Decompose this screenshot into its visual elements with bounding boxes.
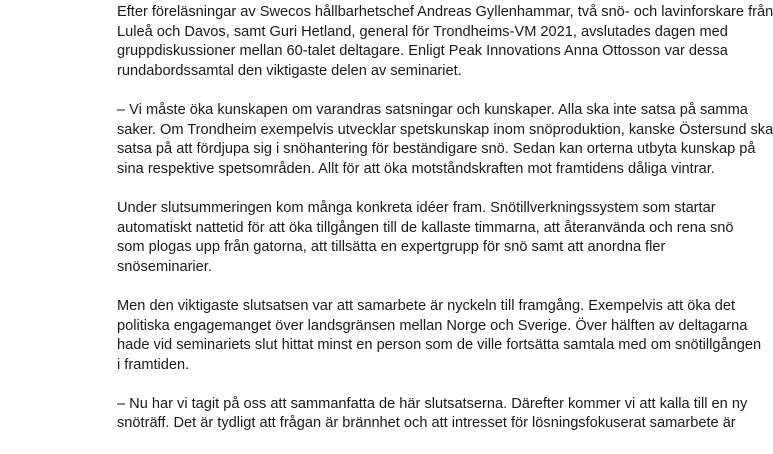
article-body (117, 3, 773, 454)
text-line: politiska engagemanget över landsgränsen mellan Norge och Sverige. Över hälften av deltagarna (117, 317, 748, 334)
text-line: saker. Om Trondheim exempelvis utvecklar spetskunskap inom snöproduktion, kanske Östersund ska (117, 121, 773, 138)
paragraph-intro (117, 3, 773, 81)
text-line: hade vid seminariets slut hittat minst en person som de ville fortsätta samtala med om snötillgången (117, 337, 762, 354)
paragraph-conclusion (117, 297, 762, 375)
text-line: sina respektive spetsområden. Allt för att öka motståndskraften mot framtidens dåliga vintrar. (117, 160, 715, 177)
paragraph-quote-summary (117, 395, 748, 434)
text-line: i framtiden. (117, 356, 190, 373)
text-line: som plogas upp från gatorna, att tillsätta en expertgrupp för snö samt att anordna fler (117, 239, 666, 256)
text-line: – Vi måste öka kunskapen om varandras satsningar och kunskaper. Alla ska inte satsa på samma (117, 101, 748, 118)
text-line: – Nu har vi tagit på oss att sammanfatta de här slutsatserna. Därefter kommer vi att kalla till en ny (117, 395, 748, 412)
text-line: satsa på att fördjupa sig i snöhantering för beständigare snö. Sedan kan orterna utbyta kunskap på (117, 141, 756, 158)
text-line: Efter föreläsningar av Swecos hållbarhetschef Andreas Gyllenhammar, två snö- och lavinforskare från (117, 4, 773, 20)
text-line: Under slutsummeringen kom många konkreta idéer fram. Snötillverkningssystem som startar (117, 199, 716, 216)
text-line: snöseminarier. (117, 258, 212, 275)
text-line: automatiskt nattetid för att öka tillgången till de kallaste timmarna, att återanvända och rena snö (117, 219, 734, 236)
text-line: Men den viktigaste slutsatsen var att samarbete är nyckeln till framgång. Exempelvis att öka det (117, 297, 736, 314)
paragraph-quote-knowledge (117, 101, 773, 179)
text-line: snöträff. Det är tydligt att frågan är brännhet och att intresset för lösningsfokuserat samarbete är (117, 415, 736, 432)
text-line: gruppdiskussioner mellan 60-talet deltagare. Enligt Peak Innovations Anna Ottosson var dessa (117, 43, 728, 60)
paragraph-ideas (117, 199, 734, 277)
text-line: rundabordssamtal den viktigaste delen av seminariet. (117, 62, 462, 79)
text-line: Luleå och Davos, samt Guri Hetland, general för Trondheims-VM 2021, avslutades dagen med (117, 23, 728, 40)
